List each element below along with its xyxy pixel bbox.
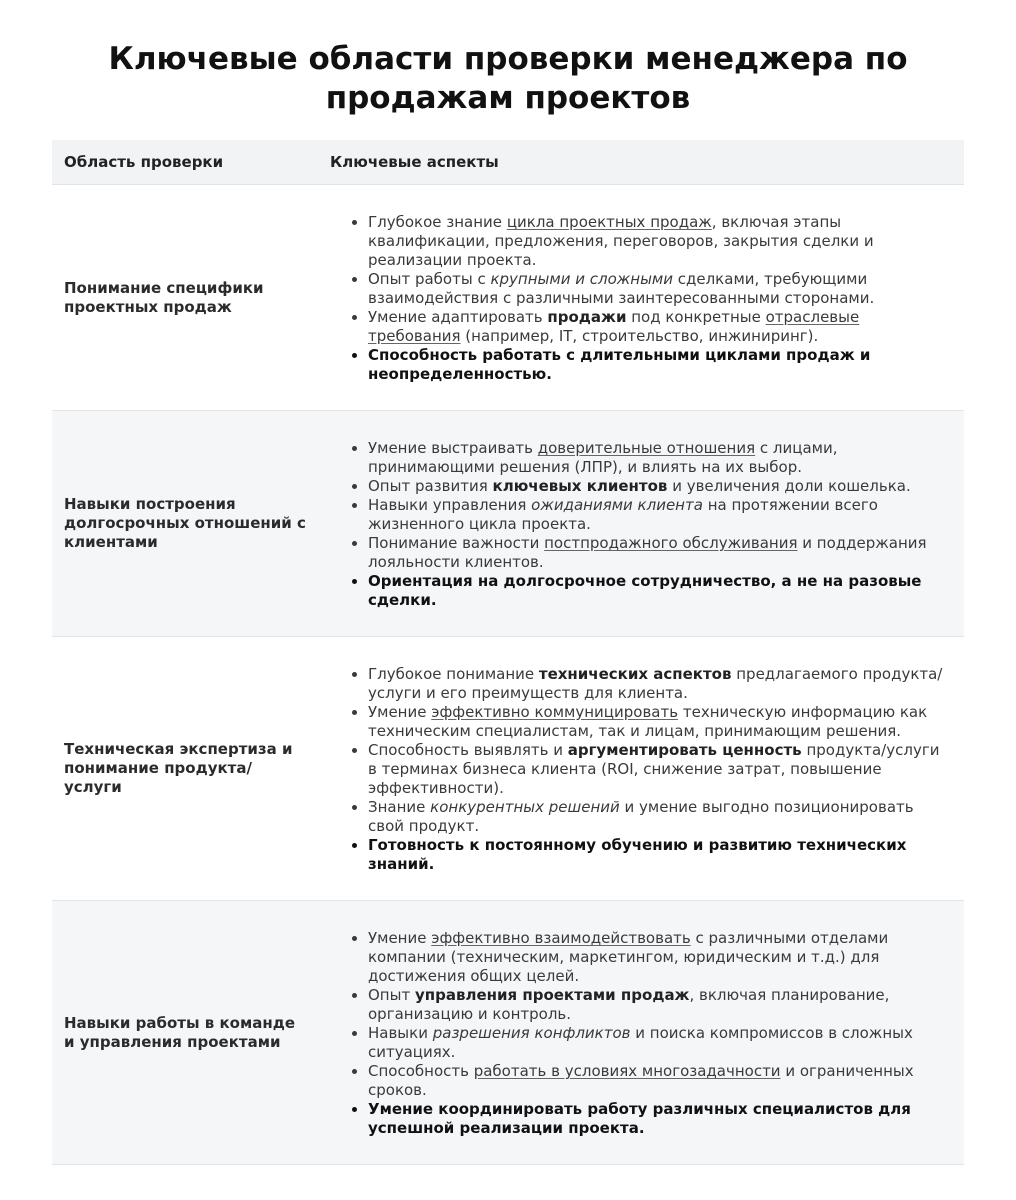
list-item: • Способность работать в условиях многозадачности и ограниченных сроков. [368,1062,952,1100]
table-row [52,901,964,1165]
list-item: • Глубокое понимание технических аспектов предлагаемого продукта/услуги и его преимуществ для клиента. [368,665,952,703]
list-item: • Способность работать с длительными циклами продаж и неопределенностью. [368,346,952,384]
list-item: • Умение эффективно коммуницировать техническую информацию как техническим специалистам, так и лицам, принимающим решения. [368,703,952,741]
aspects-cell [318,185,964,411]
list-item: • Способность выявлять и аргументировать ценность продукта/услуги в терминах бизнеса клиента (ROI, снижение затрат, повышение эффективности). [368,741,952,798]
area-cell: Техническая экспертиза и понимание продукта/услуги [52,637,318,901]
table-row [52,637,964,901]
area-cell: Навыки построения долгосрочных отношений с клиентами [52,411,318,637]
list-item: • Глубокое знание цикла проектных продаж, включая этапы квалификации, предложения, переговоров, закрытия сделки и реализации проекта. [368,213,952,270]
list-item: • Понимание важности постпродажного обслуживания и поддержания лояльности клиентов. [368,534,952,572]
list-item: • Навыки управления ожиданиями клиента на протяжении всего жизненного цикла проекта. [368,496,952,534]
area-cell: Навыки работы в команде и управления проектами [52,901,318,1165]
list-item: • Опыт управления проектами продаж, включая планирование, организацию и контроль. [368,986,952,1024]
header-area: Область проверки [52,140,318,185]
list-item: • Готовность к постоянному обучению и развитию технических знаний. [368,836,952,874]
aspects-list [330,929,952,1138]
list-item: • Умение адаптировать продажи под конкретные отраслевые требования (например, IT, строительство, инжиниринг). [368,308,952,346]
table-row [52,411,964,637]
aspects-list [330,439,952,610]
area-cell: Понимание специфики проектных продаж [52,185,318,411]
header-aspects: Ключевые аспекты [318,140,964,185]
list-item: • Знание конкурентных решений и умение выгодно позиционировать свой продукт. [368,798,952,836]
list-item: • Ориентация на долгосрочное сотрудничество, а не на разовые сделки. [368,572,952,610]
aspects-cell [318,901,964,1165]
list-item: • Умение эффективно взаимодействовать с различными отделами компании (техническим, маркетингом, юридическим и т.д.) для достижения общих целей. [368,929,952,986]
table-row [52,185,964,411]
aspects-cell [318,411,964,637]
list-item: • Навыки разрешения конфликтов и поиска компромиссов в сложных ситуациях. [368,1024,952,1062]
table-header-row [52,140,964,185]
list-item: • Умение выстраивать доверительные отношения с лицами, принимающими решения (ЛПР), и влиять на их выбор. [368,439,952,477]
page-title: Ключевые области проверки менеджера по продажам проектов [108,41,908,116]
list-item: • Опыт работы с крупными и сложными сделками, требующими взаимодействия с различными заинтересованными сторонами. [368,270,952,308]
assessment-table [52,140,964,1165]
list-item: • Опыт развития ключевых клиентов и увеличения доли кошелька. [368,477,952,496]
aspects-cell [318,637,964,901]
aspects-list [330,665,952,874]
aspects-list [330,213,952,384]
list-item: • Умение координировать работу различных специалистов для успешной реализации проекта. [368,1100,952,1138]
